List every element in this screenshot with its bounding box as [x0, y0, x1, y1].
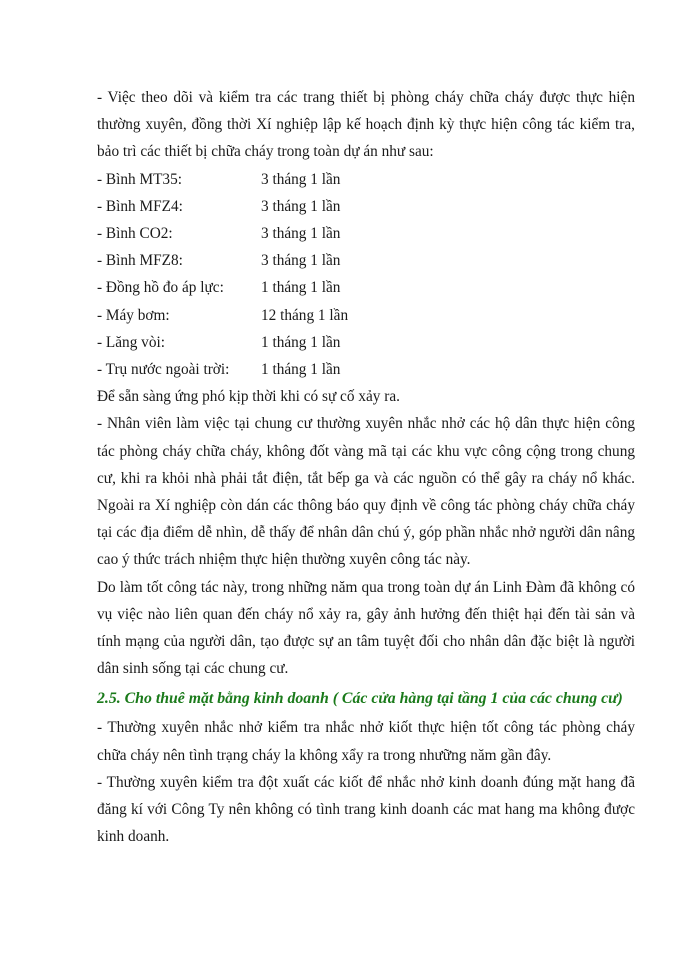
schedule-frequency: 3 tháng 1 lần	[261, 252, 341, 270]
paragraph-staff-reminders: - Nhân viên làm việc tại chung cư thường xuyên nhắc nhở các hộ dân thực hiện công tác phòng cháy chữa cháy, không đốt vàng mã tại các khu vực công cộng trong chung cư, khi ra khỏi nhà phải tắt điện, tắt bếp ga và các nguồn có thể gây ra cháy nổ khác. Ngoài ra Xí nghiệp còn dán các thông báo quy định về công tác phòng cháy chữa cháy tại các địa điểm dễ nhìn, dễ thấy để nhân dân chú ý, góp phần nhắc nhở người dân nâng cao ý thức trách nhiệm thực hiện thường xuyên công tác này.	[97, 415, 635, 569]
paragraph-kiosk-inspection: - Thường xuyên kiểm tra đột xuất các kiốt để nhắc nhở kinh doanh đúng mặt hang đã đăng kí với Công Ty nên không có tình trang kinh doanh các mat hang ma không được kinh doanh.	[97, 773, 635, 846]
schedule-item: - Bình MT35:	[97, 170, 182, 188]
schedule-row	[97, 302, 635, 329]
schedule-item: - Bình MFZ4:	[97, 197, 183, 215]
schedule-item: - Bình MFZ8:	[97, 252, 183, 270]
document-page	[97, 84, 635, 850]
schedule-row	[97, 356, 635, 383]
schedule-frequency: 1 tháng 1 lần	[261, 361, 341, 379]
schedule-item: - Bình CO2:	[97, 225, 173, 243]
paragraph-kiosk-reminders: - Thường xuyên nhắc nhở kiểm tra nhắc nhở kiốt thực hiện tốt công tác phòng cháy chữa cháy nên tình trạng cháy la không xẩy ra trong nhưững năm gần đây.	[97, 719, 635, 764]
paragraph-readiness: Để sẵn sàng ứng phó kịp thời khi có sự cố xảy ra.	[97, 388, 400, 406]
schedule-row	[97, 193, 635, 220]
paragraph-inspection-intro: - Việc theo dõi và kiểm tra các trang thiết bị phòng cháy chữa cháy được thực hiện thường xuyên, đồng thời Xí nghiệp lập kế hoạch định kỳ thực hiện công tác kiểm tra, bảo trì các thiết bị chữa cháy trong toàn dự án như sau:	[97, 89, 635, 161]
schedule-row	[97, 166, 635, 193]
schedule-frequency: 1 tháng 1 lần	[261, 279, 341, 297]
paragraph-results: Do làm tốt công tác này, trong những năm qua trong toàn dự án Linh Đàm đã không có vụ việc nào liên quan đến cháy nổ xảy ra, gây ảnh hưởng đến thiệt hại đến tài sản và tính mạng của người dân, tạo được sự an tâm tuyệt đối cho nhân dân đặc biệt là người dân sinh sống tại các chung cư.	[97, 578, 635, 678]
schedule-row	[97, 247, 635, 274]
inspection-schedule	[97, 166, 635, 384]
schedule-frequency: 3 tháng 1 lần	[261, 197, 341, 215]
schedule-row	[97, 274, 635, 301]
schedule-item: - Đồng hồ đo áp lực:	[97, 279, 224, 297]
schedule-item: - Máy bơm:	[97, 306, 170, 324]
schedule-frequency: 3 tháng 1 lần	[261, 225, 341, 243]
schedule-item: - Lăng vòi:	[97, 333, 165, 351]
schedule-frequency: 1 tháng 1 lần	[261, 333, 341, 351]
schedule-item: - Trụ nước ngoài trời:	[97, 361, 230, 379]
section-heading: 2.5. Cho thuê mặt bằng kinh doanh ( Các cửa hàng tại tầng 1 của các chung cư)	[97, 690, 623, 708]
schedule-frequency: 12 tháng 1 lần	[261, 306, 349, 324]
schedule-row	[97, 220, 635, 247]
schedule-frequency: 3 tháng 1 lần	[261, 170, 341, 188]
schedule-row	[97, 329, 635, 356]
